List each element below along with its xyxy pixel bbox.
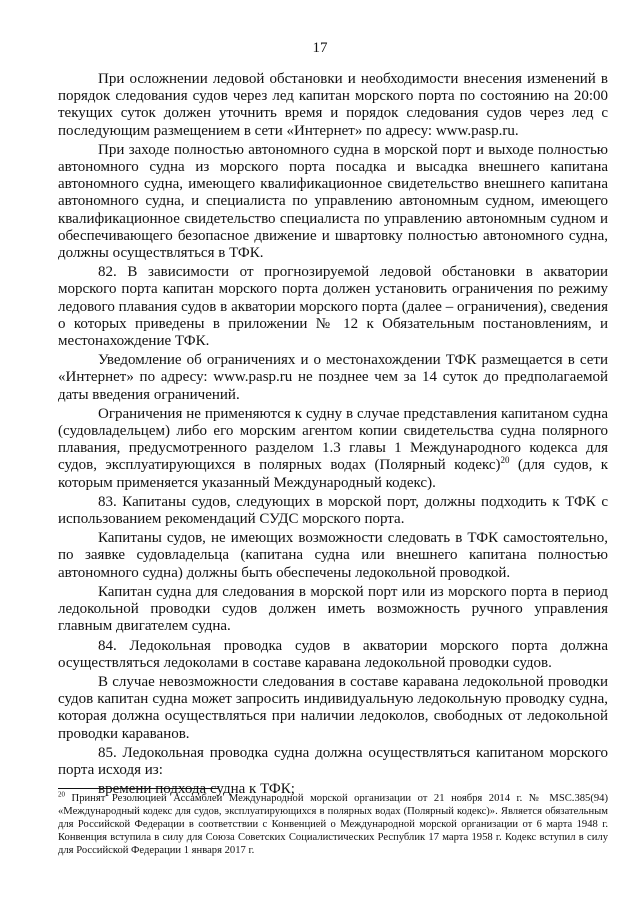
list-item-arrival-time: времени подхода судна к ТФК; — [98, 781, 295, 798]
body-text — [58, 71, 608, 800]
paragraph-autonomous-vessel: При заходе полностью автономного судна в морской порт и выходе полностью автономного судна из морского порта посадка и высадка внешнего капитана автономного судна, имеющего квалификационное свидетельство внешнего капитана автономного судна, и специалиста по управлению автономным судном, имеющего квалификационное свидетельство специалиста по управлению автономным судном и обеспечивающего безопасное движение и швартовку полностью автономного судна, должны осуществляться в ТФК. — [58, 141, 608, 262]
paragraph-manual-control: Капитан судна для следования в морской порт или из морского порта в период ледокольной проводки судов должен иметь возможность ручного управления главным двигателем судна. — [58, 583, 608, 635]
paragraph-restrictions-notice: Уведомление об ограничениях и о местонахождении ТФК размещается в сети «Интернет» по адресу: www.pasp.ru не позднее чем за 14 суток до предполагаемой даты введения ограничений. — [58, 352, 608, 403]
paragraph-individual-escort: В случае невозможности следования в составе каравана ледокольной проводки судов капитан судна может запросить индивидуальную ледокольную проводку судна, которая должна осуществляться при наличии ледоколов, свободных от ледокольной проводки караванов. — [58, 673, 608, 742]
footnote-number: 20 — [58, 790, 65, 799]
page-number: 17 — [312, 40, 328, 56]
footnote-divider — [58, 788, 218, 789]
footnote-reference: 20 — [500, 455, 510, 466]
paragraph-84-convoy: 84. Ледокольная проводка судов в акватории морского порта должна осуществляться ледоколами в составе каравана ледокольной проводки судов. — [58, 637, 608, 671]
paragraph-polar-code-text: Ограничения не применяются к судну в случае представления капитаном судна (судовладельцем) либо его морским агентом копии свидетельства судна полярного плавания, предусмотренного разделом 1.3 главы 1 Международного кодекса для судов, эксплуатирующихся в полярных водах (Полярный кодекс) — [58, 405, 608, 474]
paragraph-ice-schedule: При осложнении ледовой обстановки и необходимости внесения изменений в порядок следования судов через лед капитан морского порта по состоянию на 20:00 текущих суток должен уточнить время и порядок следования судов через лед с последующим размещением в сети «Интернет» по адресу: www.pasp.ru. — [58, 71, 608, 139]
paragraph-83-approach: 83. Капитаны судов, следующих в морской порт, должны подходить к ТФК с использованием рекомендаций СУДС морского порта. — [58, 493, 608, 528]
footnote — [58, 792, 608, 857]
paragraph-icebreaker-escort: Капитаны судов, не имеющих возможности следовать в ТФК самостоятельно, по заявке судовладельца (капитана судна или внешнего капитана полностью автономного судна) должны быть обеспечены ледокольной проводкой. — [58, 530, 608, 581]
paragraph-85-escort-basis: 85. Ледокольная проводка судна должна осуществляться капитаном морского порта исходя из: — [58, 744, 608, 778]
paragraph-polar-code — [58, 406, 608, 492]
paragraph-polar-code-tail: (для судов, к которым применяется указанный Международный кодекс). — [58, 457, 608, 491]
paragraph-82-restrictions: 82. В зависимости от прогнозируемой ледовой обстановки в акватории морского порта капитан морского порта должен установить ограничения по режиму ледового плавания судов в акватории морского порта (далее – ограничения), сведения о которых приведены в приложении № 12 к Обязательным постановлениям, и местонахождение ТФК. — [58, 264, 608, 350]
footnote-text: Принят Резолюцией Ассамблеи Международной морской организации от 21 ноября 2014 г. № MSC.385(94) «Международный кодекс для судов, эксплуатирующихся в полярных водах (Полярный кодекс)». Является обязательным для Российской Федерации в соответствии с Конвенцией о Международной морской организации от 6 марта 1948 г. Конвенция вступила в силу для Союза Советских Социалистических Республик 17 марта 1958 г. Кодекс вступил в силу для Российской Федерации 1 января 2017 г. — [58, 793, 608, 856]
